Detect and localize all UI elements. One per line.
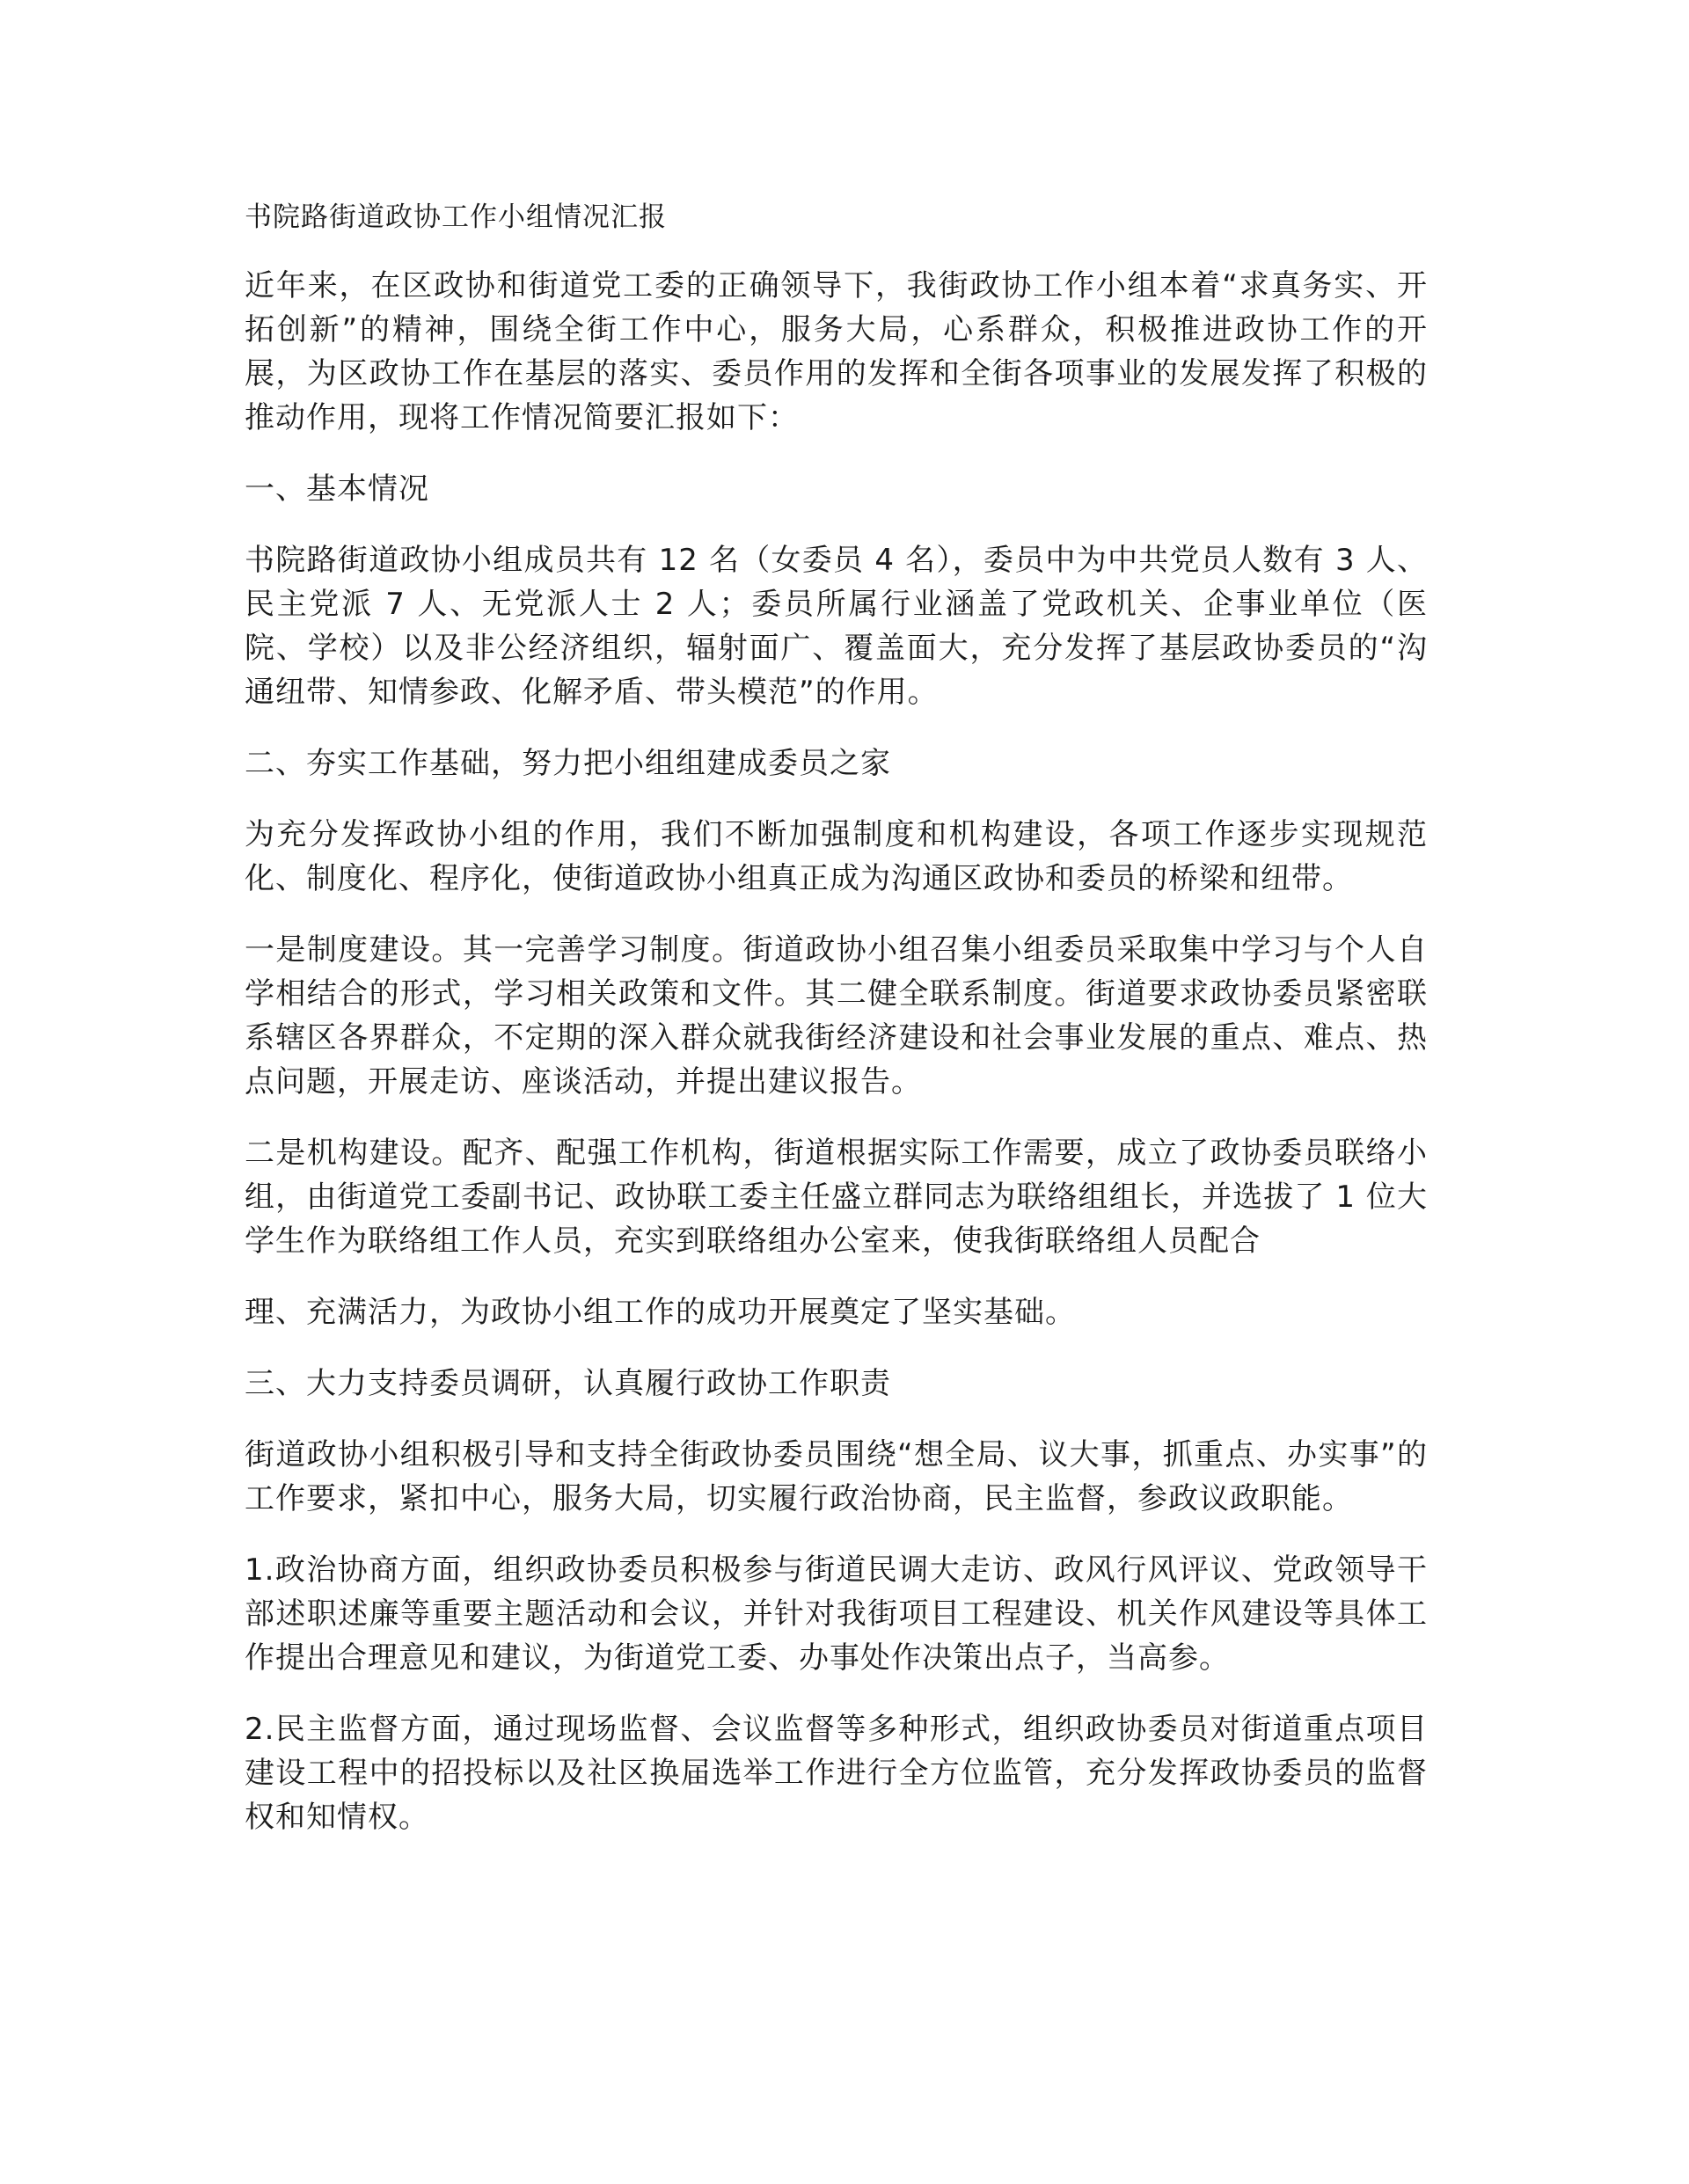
document-page bbox=[245, 195, 1428, 1866]
section-2-paragraph-3: 二是机构建设。配齐、配强工作机构，街道根据实际工作需要，成立了政协委员联络小组，由街道党工委副书记、政协联工委主任盛立群同志为联络组组长，并选拔了 1 位大学生作为联络组工作人员，充实到联络组办公室来，使我街联络组人员配合 bbox=[245, 1136, 1428, 1259]
section-1-heading: 一、基本情况 bbox=[245, 471, 429, 507]
section-3-paragraph-3: 2.民主监督方面，通过现场监督、会议监督等多种形式，组织政协委员对街道重点项目建设工程中的招投标以及社区换届选举工作进行全方位监管，充分发挥政协委员的监督权和知情权。 bbox=[245, 1712, 1428, 1835]
section-3-paragraph-2: 1.政治协商方面，组织政协委员积极参与街道民调大走访、政风行风评议、党政领导干部述职述廉等重要主题活动和会议，并针对我街项目工程建设、机关作风建设等具体工作提出合理意见和建议，为街道党工委、办事处作决策出点子，当高参。 bbox=[245, 1552, 1428, 1676]
section-1-paragraph-1: 书院路街道政协小组成员共有 12 名（女委员 4 名），委员中为中共党员人数有 3 人、民主党派 7 人、无党派人士 2 人；委员所属行业涵盖了党政机关、企事业单位（医院、学校）以及非公经济组织，辐射面广、覆盖面大，充分发挥了基层政协委员的“沟通纽带、知情参政、化解矛盾、带头模范”的作用。 bbox=[245, 543, 1428, 710]
section-2-heading: 二、夯实工作基础，努力把小组组建成委员之家 bbox=[245, 746, 891, 781]
section-2-paragraph-1: 为充分发挥政协小组的作用，我们不断加强制度和机构建设，各项工作逐步实现规范化、制度化、程序化，使街道政协小组真正成为沟通区政协和委员的桥梁和纽带。 bbox=[245, 817, 1428, 896]
section-2-paragraph-4: 理、充满活力，为政协小组工作的成功开展奠定了坚实基础。 bbox=[245, 1295, 1076, 1330]
section-3-heading: 三、大力支持委员调研，认真履行政协工作职责 bbox=[245, 1366, 891, 1401]
section-2-paragraph-2: 一是制度建设。其一完善学习制度。街道政协小组召集小组委员采取集中学习与个人自学相结合的形式，学习相关政策和文件。其二健全联系制度。街道要求政协委员紧密联系辖区各界群众，不定期的深入群众就我街经济建设和社会事业发展的重点、难点、热点问题，开展走访、座谈活动，并提出建议报告。 bbox=[245, 932, 1428, 1099]
document-title: 书院路街道政协工作小组情况汇报 bbox=[245, 201, 667, 233]
intro-paragraph: 近年来，在区政协和街道党工委的正确领导下，我街政协工作小组本着“求真务实、开拓创新”的精神，围绕全街工作中心，服务大局，心系群众，积极推进政协工作的开展，为区政协工作在基层的落实、委员作用的发挥和全街各项事业的发展发挥了积极的推动作用，现将工作情况简要汇报如下： bbox=[245, 268, 1428, 435]
section-3-paragraph-1: 街道政协小组积极引导和支持全街政协委员围绕“想全局、议大事，抓重点、办实事”的工作要求，紧扣中心，服务大局，切实履行政治协商，民主监督，参政议政职能。 bbox=[245, 1437, 1428, 1516]
